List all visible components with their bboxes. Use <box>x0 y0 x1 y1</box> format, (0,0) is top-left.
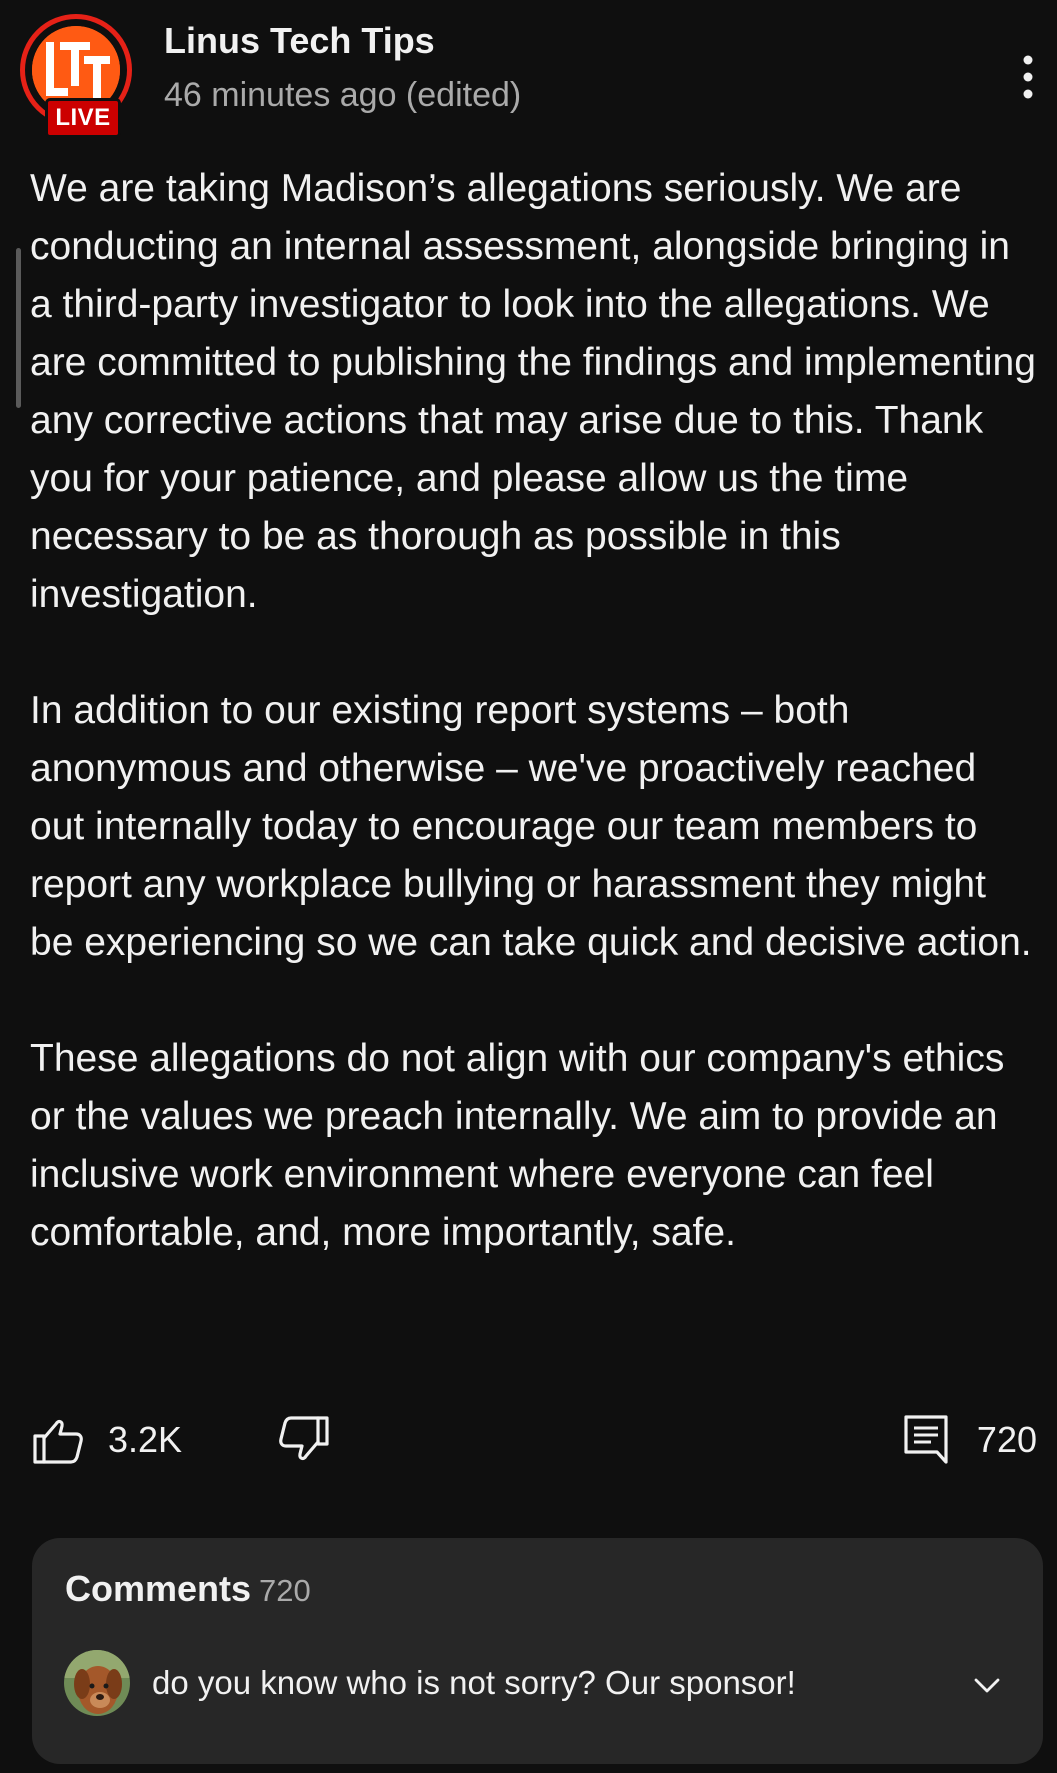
more-vert-icon <box>1011 50 1045 106</box>
post-header <box>20 14 1037 134</box>
post-actions <box>30 1408 1037 1472</box>
channel-name[interactable]: Linus Tech Tips <box>164 20 435 61</box>
expand-comments-button[interactable] <box>967 1666 1007 1706</box>
thumbs-down-icon <box>276 1412 332 1468</box>
thumbs-up-icon <box>30 1412 86 1468</box>
channel-avatar[interactable] <box>20 14 140 134</box>
chevron-down-icon <box>967 1666 1007 1706</box>
comments-panel[interactable] <box>32 1538 1043 1764</box>
like-count: 3.2K <box>108 1419 183 1460</box>
post-timestamp: 46 minutes ago (edited) <box>164 76 522 114</box>
more-options-button[interactable] <box>1011 50 1045 106</box>
like-button[interactable] <box>30 1408 182 1472</box>
comments-title: Comments <box>65 1568 252 1609</box>
live-badge: LIVE <box>45 98 121 138</box>
commenter-avatar[interactable] <box>64 1650 130 1716</box>
comment-icon <box>901 1412 951 1468</box>
scroll-indicator[interactable] <box>16 248 21 408</box>
dislike-button[interactable] <box>276 1408 332 1472</box>
comments-heading <box>65 1568 311 1610</box>
comment-count: 720 <box>976 1419 1037 1460</box>
post-paragraph: We are taking Madison’s allegations seriously. We are conducting an internal assessment, alongside bringing in a third-party investigator to look into the allegations. We are committed to publishing the findings and implementing any corrective actions that may arise due to this. Thank you for your patience, and please allow us the time necessary to be as thorough as possible in this investigation. <box>30 167 1036 616</box>
comments-button[interactable] <box>901 1408 1037 1472</box>
dog-avatar-icon <box>64 1650 130 1716</box>
post-body <box>30 160 1040 1320</box>
post-paragraph: In addition to our existing report systems – both anonymous and otherwise – we've proactively reached out internally today to encourage our team members to report any workplace bullying or harassment they might be experiencing so we can take quick and decisive action. <box>30 689 1032 964</box>
comments-count: 720 <box>259 1573 311 1608</box>
top-comment-text: do you know who is not sorry? Our sponsor! <box>152 1664 796 1701</box>
post-paragraph: These allegations do not align with our company's ethics or the values we preach internally. We aim to provide an inclusive work environment where everyone can feel comfortable, and, more importantly, safe. <box>30 1037 1005 1254</box>
